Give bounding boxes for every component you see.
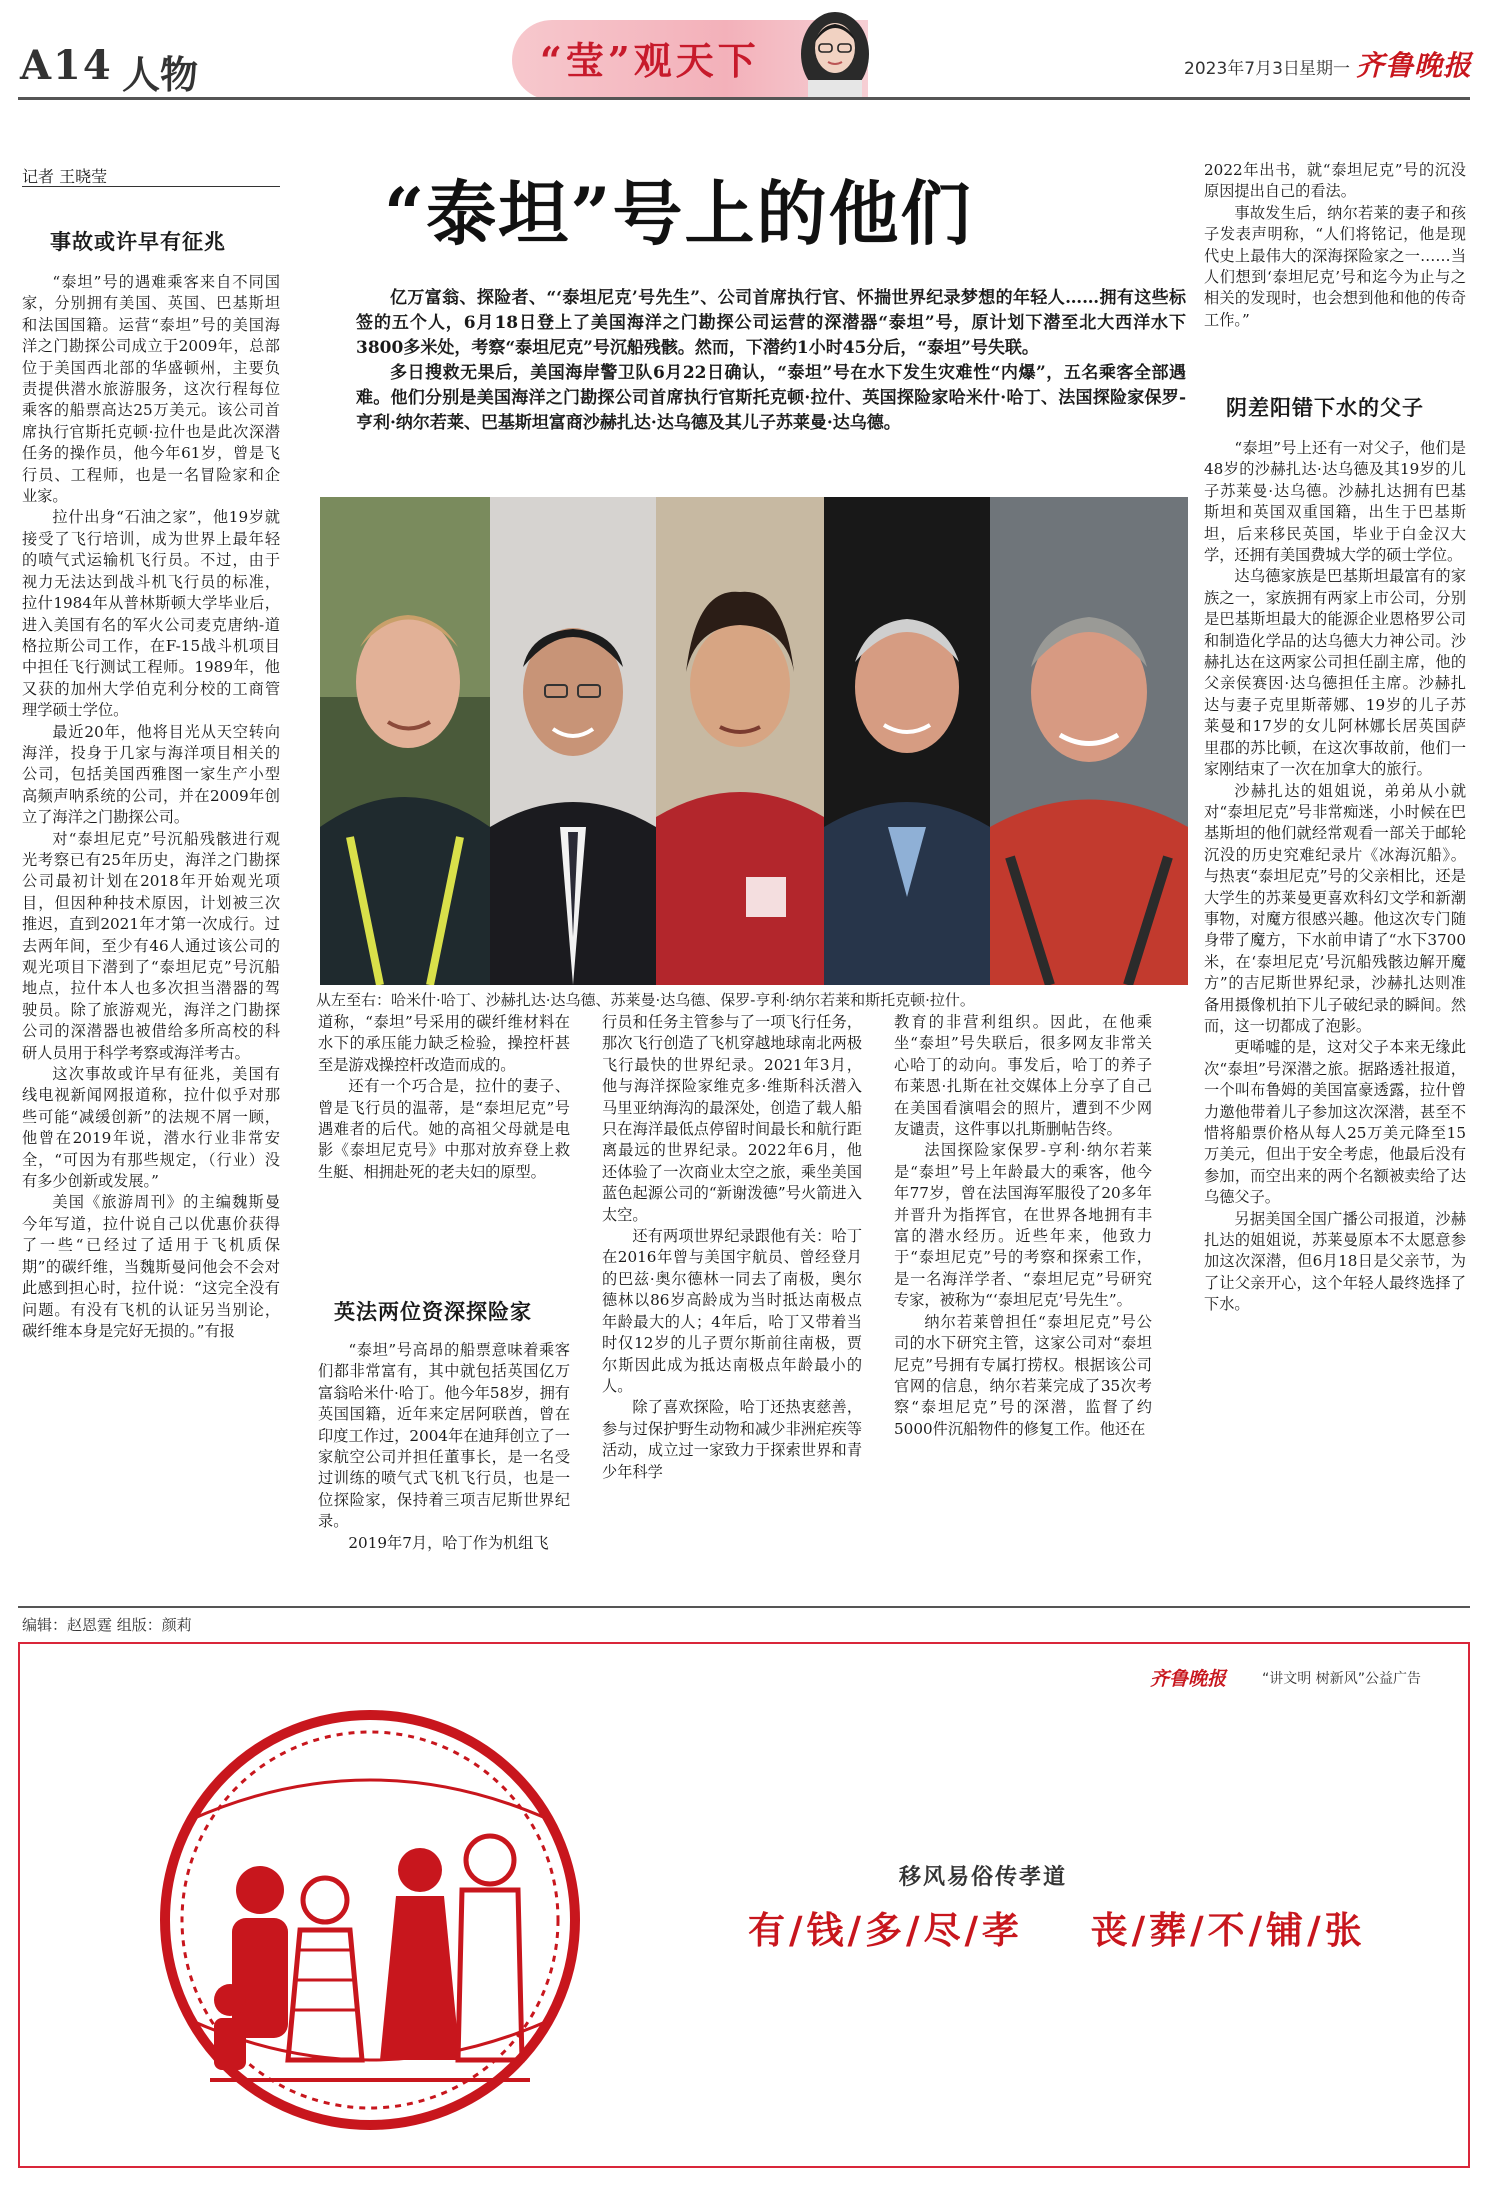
section-heading-1: 事故或许早有征兆 — [50, 229, 226, 254]
column-2 — [318, 1012, 570, 1183]
lede — [356, 286, 1186, 436]
paragraph: 拉什出身“石油之家”，他19岁就接受了飞行培训，成为世界上最年轻的喷气式运输机飞行员。不过，由于视力无法达到战斗机飞行员的标准，拉什1984年从普林斯顿大学毕业后，进入美国有名的军火公司麦克唐纳-道格拉斯公司工作，在F-15战斗机项目中担任飞行测试工程师。1989年，他又获的加州大学伯克利分校的工商管理学硕士学位。 — [22, 508, 280, 720]
ad-slogan: 有/钱/多/尽/孝 丧/葬/不/铺/张 — [748, 1908, 1366, 1952]
paragraph: 2019年7月，哈丁作为机组飞 — [348, 1533, 549, 1552]
page-number: A14 — [20, 42, 113, 89]
paragraph: 道称，“泰坦”号采用的碳纤维材料在水下的承压能力缺乏检验，操控杆甚至是游戏操控杆改造而成的。 — [318, 1013, 570, 1074]
column-banner-title: “莹”观天下 — [540, 38, 760, 83]
paragraph: 达乌德家族是巴基斯坦最富有的家族之一，家族拥有两家上市公司，分别是巴基斯坦最大的能源企业恩格罗公司和制造化学品的达乌德大力神公司。沙赫扎达在这两家公司担任副主席，他的父亲侯赛因·达乌德担任主席。沙赫扎达与妻子克里斯蒂娜、19岁的儿子苏莱曼和17岁的女儿阿林娜长居英国萨里郡的苏比顿，在这次事故前，他们一家刚结束了一次在加拿大的旅行。 — [1204, 567, 1466, 779]
column-4 — [894, 1012, 1152, 1440]
photo-paul-henri-nargeolet — [824, 497, 990, 985]
section-name: 人物 — [122, 52, 199, 97]
paragraph: 还有两项世界纪录跟他有关：哈丁在2016年曾与美国宇航员、曾经登月的巴兹·奥尔德林一同去了南极，奥尔德林以86岁高龄成为当时抵达南极点年龄最大的人；4年后，哈丁又带着当时仅12岁的儿子贾尔斯前往南极，贾尔斯因此成为抵达南极点年龄最小的人。 — [602, 1227, 862, 1395]
paragraph: 教育的非营利组织。因此，在他乘坐“泰坦”号失联后，很多网友非常关心哈丁的动向。事发后，哈丁的养子布莱恩·扎斯在社交媒体上分享了自己在美国看演唱会的照片，遭到不少网友谴责，这件事以扎斯删帖告终。 — [894, 1013, 1152, 1139]
photo-caption: 从左至右：哈米什·哈丁、沙赫扎达·达乌德、苏莱曼·达乌德、保罗-亨利·纳尔若莱和斯托克顿·拉什。 — [316, 991, 975, 1009]
paragraph: 沙赫扎达的姐姐说，弟弟从小就对“泰坦尼克”号非常痴迷，小时候在巴基斯坦的他们就经常观看一部关于邮轮沉没的历史究难纪录片《冰海沉船》。与热衷“泰坦尼克”号的父亲相比，还是大学生的苏莱曼更喜欢科幻文学和新潮事物，对魔方很感兴趣。他这次专门随身带了魔方，下水前申请了“水下3700米，在‘泰坦尼克’号沉船残骸边解开魔方”的吉尼斯世界纪录，沙赫扎达则准备用摄像机拍下儿子破纪录的瞬间。然而，这一切都成了泡影。 — [1204, 781, 1466, 1035]
column-2-lower — [318, 1340, 570, 1554]
byline-divider — [22, 186, 280, 187]
paragraph: 对“泰坦尼克”号沉船残骸进行观光考察已有25年历史，海洋之门勘探公司最初计划在2018年开始观光项目，但因种种技术原因，计划被三次推迟，直到2021年才第一次成行。过去两年间，至少有46人通过该公司的观光项目下潜到了“泰坦尼克”号沉船地点，拉什本人也多次担当潜器的驾驶员。除了旅游观光，海洋之门勘探公司的深潜器也被借给多所高校的科研人员用于科学考察或海洋考古。 — [22, 829, 280, 1062]
column-5 — [1204, 438, 1466, 1316]
paragraph: 法国探险家保罗-亨利·纳尔若莱是“泰坦”号上年龄最大的乘客，他今年77岁，曾在法国海军服役了20多年并晋升为指挥官，在世界各地拥有丰富的潜水经历。近些年来，他致力于“泰坦尼克”号的考察和探索工作，是一名海洋学者、“泰坦尼克”号研究专家，被称为“‘泰坦尼克’号先生”。 — [894, 1141, 1152, 1310]
paragraph: 最近20年，他将目光从天空转向海洋，投身于几家与海洋项目相关的公司，包括美国西雅图一家生产小型高频声呐系统的公司，并在2009年创立了海洋之门勘探公司。 — [22, 722, 280, 827]
headline: “泰坦”号上的他们 — [384, 172, 973, 255]
lede-paragraph: 多日搜救无果后，美国海岸警卫队6月22日确认，“泰坦”号在水下发生灾难性“内爆”，五名乘客全部遇难。他们分别是美国海洋之门勘探公司首席执行官斯托克顿·拉什、英国探险家哈米什·哈丁、法国探险家保罗-亨利·纳尔若莱、巴基斯坦富商沙赫扎达·达乌德及其儿子苏莱曼·达乌德。 — [356, 363, 1186, 433]
paragraph: 事故发生后，纳尔若莱的妻子和孩子发表声明称，“人们将铭记，他是现代史上最伟大的深海探险家之一……当人们想到‘泰坦尼克’号和迄今为止与之相关的发现时，也会想到他和他的传奇工作。” — [1204, 203, 1466, 329]
paragraph: 还有一个巧合是，拉什的妻子、曾是飞行员的温蒂，是“泰坦尼克”号遇难者的后代。她的高祖父母就是电影《泰坦尼克号》中那对放弃登上救生艇、相拥赴死的老夫妇的原型。 — [318, 1077, 570, 1181]
header-divider — [18, 97, 1470, 100]
paragraph: 另据美国全国广播公司报道，沙赫扎达的姐姐说，苏莱曼原本不太愿意参加这次深潜，但6月18日是父亲节，为了让父亲开心，这个年轻人最终选择了下水。 — [1204, 1209, 1466, 1314]
columnist-portrait — [790, 4, 880, 98]
paragraph: 行员和任务主管参与了一项飞行任务，那次飞行创造了飞机穿越地球南北两极飞行最快的世界纪录。2021年3月，他与海洋探险家维克多·维斯科沃潜入马里亚纳海沟的最深处，创造了载人船只在海洋最低点停留时间最长和航行距离最远的世界纪录。2022年6月，他还体验了一次商业太空之旅，乘坐美国蓝色起源公司的“新谢泼德”号火箭进入太空。 — [602, 1013, 862, 1224]
paragraph: “泰坦”号高昂的船票意味着乘客们都非常富有，其中就包括英国亿万富翁哈米什·哈丁。他今年58岁，拥有英国国籍，近年来定居阿联酋，曾在印度工作过，2004年在迪拜创立了一家航空公司并担任董事长，是一名受过训练的喷气式飞机飞行员，也是一位探险家，保持着三项吉尼斯世界纪录。 — [318, 1341, 570, 1531]
ad-tagline: “讲文明 树新风”公益广告 — [1262, 1671, 1421, 1687]
victims-photo-strip — [320, 497, 1188, 985]
paragraph: “泰坦”号的遇难乘客来自不同国家，分别拥有美国、英国、巴基斯坦和法国国籍。运营“泰坦”号的美国海洋之门勘探公司成立于2009年，总部位于美国西北部的华盛顿州，主要负责提供潜水旅游服务，这次行程每位乘客的船票高达25万美元。该公司首席执行官斯托克顿·拉什也是此次深潜任务的操作员，他今年61岁，曾是飞行员、工程师，也是一名冒险家和企业家。 — [22, 273, 280, 506]
editor-credits: 编辑：赵恩霆 组版：颜莉 — [22, 1616, 192, 1634]
column-1 — [22, 272, 280, 1342]
paragraph: “泰坦”号上还有一对父子，他们是48岁的沙赫扎达·达乌德及其19岁的儿子苏莱曼·达乌德。沙赫扎达拥有巴基斯坦和英国双重国籍，出生于巴基斯坦，后来移民英国，毕业于白金汉大学，还拥有美国费城大学的硕士学位。 — [1204, 439, 1466, 565]
byline: 记者 王晓莹 — [22, 167, 108, 186]
newspaper-masthead: 齐鲁晚报 — [1356, 49, 1473, 82]
paragraph: 除了喜欢探险，哈丁还热衷慈善，参与过保护野生动物和减少非洲疟疾等活动，成立过一家致力于探索世界和青少年科学 — [602, 1398, 862, 1481]
ad-subtitle: 移风易俗传孝道 — [899, 1864, 1068, 1890]
photo-shahzada-dawood — [490, 497, 656, 985]
paragraph: 这次事故或许早有征兆，美国有线电视新闻网报道称，拉什似乎对那些可能“减缓创新”的法规不屑一顾，他曾在2019年说，潜水行业非常安全，“可因为有那些规定，（行业）没有多少创新或发展。” — [22, 1065, 280, 1191]
section-heading-3: 阴差阳错下水的父子 — [1226, 395, 1424, 420]
column-3 — [602, 1012, 862, 1483]
ad-logo: 齐鲁晚报 — [1150, 1668, 1227, 1690]
paragraph: 更唏嘘的是，这对父子本来无缘此次“泰坦”号深潜之旅。据路透社报道，一个叫布鲁姆的美国富豪透露，拉什曾力邀他带着儿子参加这次深潜，甚至不惜将船票价格从每人25万美元降至15万美元，但出于安全考虑，他最后没有参加，而空出来的两个名额被卖给了达乌德父子。 — [1204, 1038, 1466, 1207]
lede-paragraph: 亿万富翁、探险者、“‘泰坦尼克’号先生”、公司首席执行官、怀揣世界纪录梦想的年轻人……拥有这些标签的五个人，6月18日登上了美国海洋之门勘探公司运营的深潜器“泰坦”号，原计划下潜至北大西洋水下3800多米处，考察“泰坦尼克”号沉船残骸。然而，下潜约1小时45分后，“泰坦”号失联。 — [356, 288, 1186, 358]
paragraph: 2022年出书，就“泰坦尼克”号的沉没原因提出自己的看法。 — [1204, 161, 1466, 201]
issue-date: 2023年7月3日 — [1184, 59, 1300, 79]
column-5-top — [1204, 160, 1466, 331]
photo-suleman-dawood — [656, 497, 824, 985]
photo-hamish-harding — [320, 497, 490, 985]
footer-divider — [18, 1606, 1470, 1608]
paragraph: 纳尔若莱曾担任“泰坦尼克”号公司的水下研究主管，这家公司对“泰坦尼克”号拥有专属打捞权。根据该公司官网的信息，纳尔若莱完成了35次考察“泰坦尼克”号的深潜，监督了约5000件沉船物件的修复工作。他还在 — [894, 1312, 1152, 1438]
paragraph: 美国《旅游周刊》的主编魏斯曼今年写道，拉什说自己以优惠价获得了一些“已经过了适用于飞机质保期”的碳纤维，当魏斯曼问他会不会对此感到担心时，拉什说：“这完全没有问题。有没有飞机的认证另当别论，碳纤维本身是完好无损的。”有报 — [22, 1193, 280, 1340]
issue-weekday: 星期一 — [1299, 59, 1350, 79]
section-heading-2: 英法两位资深探险家 — [334, 1299, 532, 1324]
papercut-family-illustration — [150, 1700, 590, 2140]
photo-stockton-rush — [990, 497, 1188, 985]
